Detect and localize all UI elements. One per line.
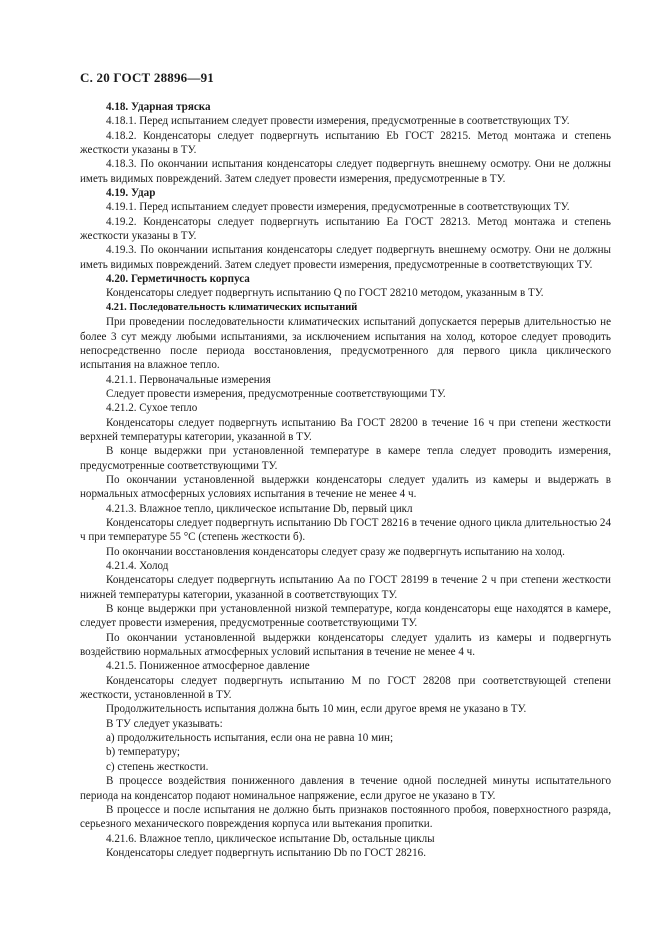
section-heading-4: 4.19. Удар [106,187,156,200]
paragraph-17: По окончании установленной выдержки конденсаторы следует удалить из камеры и выдержать в нормальных атмосферных условиях испытания в течение не менее 4 ч. [80,473,611,501]
paragraph-1: 4.18.1. Перед испытанием следует провести измерения, предусмотренные в соответствующих ТУ. [106,115,570,128]
paragraph-22: Конденсаторы следует подвергнуть испытанию Aa по ГОСТ 28199 в течение 2 ч при степени жесткости нижней температуры категории, указанной в соответствующих ТУ. [80,574,611,601]
paragraph-16: В конце выдержки при установленной температуре в камере тепла следует проводить измерения, предусмотренные соответствующими ТУ. [80,445,611,472]
paragraph-3: 4.18.3. По окончании испытания конденсаторы следует подвергнуть внешнему осмотру. Они не должны иметь видимых повреждений. Затем следует провести измерения, предусмотренные в ТУ. [80,158,611,185]
paragraph-32: В процессе воздействия пониженного давления в течение одной последней минуты испытательного периода на конденсатор подают номинальное напряжение, если другое не указано в ТУ. [80,775,611,802]
section-heading-10: 4.21. Последовательность климатических испытаний [106,301,358,313]
paragraph-18: 4.21.3. Влажное тепло, циклическое испытание Db, первый цикл [106,502,413,515]
paragraph-19: Конденсаторы следует подвергнуть испытанию Db ГОСТ 28216 в течение одного цикла длительностью 24 ч при температуре 55 °С (степень жесткости б). [80,516,611,544]
paragraph-25: 4.21.5. Пониженное атмосферное давление [106,660,310,673]
paragraph-5: 4.19.1. Перед испытанием следует провести измерения, предусмотренные в соответствующих ТУ. [106,201,570,214]
paragraph-33: В процессе и после испытания не должно быть признаков постоянного пробоя, поверхностного разряда, серьезного механического повреждения корпуса или вытекания пропитки. [80,803,611,831]
paragraph-7: 4.19.3. По окончании испытания конденсаторы следует подвергнуть внешнему осмотру. Они не должны иметь видимых повреждений. Затем следует провести измерения, предусмотренные в соответствующих ТУ. [80,244,611,271]
paragraph-23: В конце выдержки при установленной низкой температуре, когда конденсаторы еще находятся в камере, следует провести измерения, предусмотренные соответствующими ТУ. [80,603,611,630]
paragraph-35: Конденсаторы следует подвергнуть испытанию Db по ГОСТ 28216. [106,846,426,859]
paragraph-14: 4.21.2. Сухое тепло [106,402,198,415]
paragraph-26: Конденсаторы следует подвергнуть испытанию M по ГОСТ 28208 при соответствующей степени жесткости, установленной в ТУ. [80,674,611,702]
paragraph-21: 4.21.4. Холод [106,560,169,572]
paragraph-24: По окончании установленной выдержки конденсаторы следует удалить из камеры и подвергнуть воздействию нормальных атмосферных условий испытания в течение не менее 4 ч. [80,631,611,659]
paragraph-27: Продолжительность испытания должна быть 10 мин, если другое время не указано в ТУ. [106,703,527,716]
page-content [80,100,611,860]
paragraph-28: В ТУ следует указывать: [106,717,223,730]
section-heading-8: 4.20. Герметичность корпуса [106,273,250,286]
paragraph-20: По окончании восстановления конденсаторы следует сразу же подвергнуть испытанию на холод. [106,545,565,558]
paragraph-9: Конденсаторы следует подвергнуть испытанию Q по ГОСТ 28210 методом, указанным в ТУ. [106,287,544,300]
paragraph-30: b) температуру; [106,746,180,759]
section-heading-0: 4.18. Ударная тряска [106,101,211,113]
paragraph-34: 4.21.6. Влажное тепло, циклическое испытание Db, остальные циклы [106,832,435,845]
paragraph-6: 4.19.2. Конденсаторы следует подвергнуть испытанию Ea ГОСТ 28213. Метод монтажа и степень жесткости указаны в ТУ. [80,215,611,243]
paragraph-2: 4.18.2. Конденсаторы следует подвергнуть испытанию Eb ГОСТ 28215. Метод монтажа и степень жесткости указаны в ТУ. [80,129,611,157]
paragraph-12: 4.21.1. Первоначальные измерения [106,373,271,386]
paragraph-11: При проведении последовательности климатических испытаний допускается перерыв длительностью не более 3 сут между любыми испытаниями, за исключением испытания на холод, которое следует проводить непосредственно после периода восстановления, предусмотренного для первого цикла циклического испытания на влажное тепло. [80,316,611,372]
paragraph-29: a) продолжительность испытания, если она не равна 10 мин; [106,732,394,745]
paragraph-13: Следует провести измерения, предусмотренные соответствующими ТУ. [106,387,446,400]
paragraph-31: c) степень жесткости. [106,760,209,773]
paragraph-15: Конденсаторы следует подвергнуть испытанию Ba ГОСТ 28200 в течение 16 ч при степени жесткости верхней температуры категории, указанной в ТУ. [80,416,611,443]
page-header: С. 20 ГОСТ 28896—91 [80,70,214,85]
